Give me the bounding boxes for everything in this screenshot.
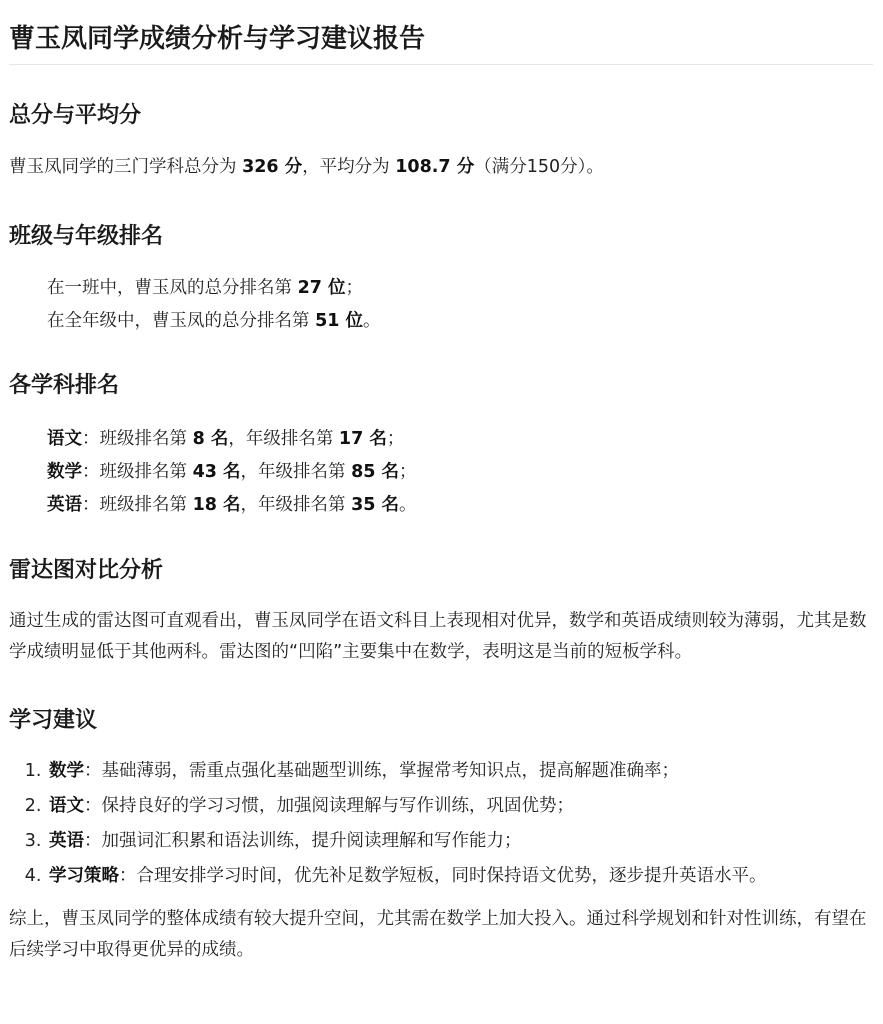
subject-rank-row (47, 489, 873, 522)
grade-rank-suffix: 。 (363, 311, 381, 331)
grade-rank-prefix: ，年级排名第 (228, 429, 339, 449)
advice-label: 英语 (49, 831, 84, 851)
radar-analysis-heading: 雷达图对比分析 (9, 558, 164, 583)
average-score-value: 108.7 分 (395, 157, 475, 177)
advice-item (47, 754, 873, 789)
class-rank-prefix: 在一班中，曹玉凤的总分排名第 (47, 278, 298, 298)
advice-item (47, 859, 873, 894)
subject-name: 数学 (47, 462, 82, 482)
advice-text: ：保持良好的学习习惯，加强阅读理解与写作训练，巩固优势； (84, 796, 574, 816)
class-rank-prefix: ：班级排名第 (82, 495, 193, 515)
subject-rank-row (47, 423, 873, 456)
total-text-2: ，平均分为 (302, 157, 396, 177)
class-rank-suffix: ； (345, 278, 364, 298)
advice-item (47, 824, 873, 859)
advice-text: ：合理安排学习时间，优先补足数学短板，同时保持语文优势，逐步提升英语水平。 (119, 866, 767, 886)
advice-text: ：加强词汇积累和语法训练，提升阅读理解和写作能力； (84, 831, 522, 851)
row-end: ； (399, 462, 417, 482)
summary-paragraph: 综上，曹玉凤同学的整体成绩有较大提升空间，尤其需在数学上加大投入。通过科学规划和针对性训练，有望在后续学习中取得更优异的成绩。 (9, 909, 867, 960)
grade-rank-prefix: 在全年级中，曹玉凤的总分排名第 (47, 311, 316, 331)
subject-name: 英语 (47, 495, 82, 515)
grade-rank-prefix: ，年级排名第 (240, 495, 352, 515)
advice-label: 学习策略 (49, 866, 119, 886)
total-text-3: （满分150分）。 (474, 157, 604, 177)
advice-label: 数学 (49, 761, 84, 781)
subject-grade-rank: 17 名 (338, 429, 387, 449)
row-end: 。 (399, 495, 417, 515)
total-text-1: 曹玉凤同学的三门学科总分为 (9, 157, 243, 177)
grade-rank-line (47, 305, 873, 338)
advice-item (47, 789, 873, 824)
subject-grade-rank: 85 名 (351, 462, 400, 482)
subject-class-rank: 43 名 (192, 462, 241, 482)
report-title: 曹玉凤同学成绩分析与学习建议报告 (9, 0, 873, 65)
subject-class-rank: 8 名 (192, 429, 229, 449)
class-rank-prefix: ：班级排名第 (82, 429, 193, 449)
subject-rank-heading: 各学科排名 (9, 373, 120, 398)
class-rank-value: 27 位 (297, 278, 346, 298)
class-rank-heading: 班级与年级排名 (9, 224, 164, 249)
subject-name: 语文 (47, 429, 82, 449)
total-score-heading: 总分与平均分 (9, 103, 142, 128)
advice-text: ：基础薄弱，需重点强化基础题型训练，掌握常考知识点，提高解题准确率； (84, 761, 679, 781)
advice-label: 语文 (49, 796, 84, 816)
row-end: ； (386, 429, 405, 449)
subject-rank-list (9, 423, 873, 522)
grade-rank-value: 51 位 (315, 311, 364, 331)
subject-rank-row (47, 456, 873, 489)
advice-list (9, 754, 873, 894)
rank-block (9, 272, 873, 338)
class-rank-line (47, 272, 873, 305)
class-rank-prefix: ：班级排名第 (82, 462, 193, 482)
total-score-value: 326 分 (242, 157, 303, 177)
study-advice-heading: 学习建议 (9, 708, 98, 733)
grade-rank-prefix: ，年级排名第 (240, 462, 352, 482)
subject-grade-rank: 35 名 (351, 495, 400, 515)
total-score-paragraph (9, 151, 873, 184)
radar-analysis-paragraph: 通过生成的雷达图可直观看出，曹玉凤同学在语文科目上表现相对优异，数学和英语成绩则较为薄弱，尤其是数学成绩明显低于其他两科。雷达图的“凹陷”主要集中在数学，表明这是当前的短板学科。 (9, 611, 867, 662)
subject-class-rank: 18 名 (192, 495, 241, 515)
